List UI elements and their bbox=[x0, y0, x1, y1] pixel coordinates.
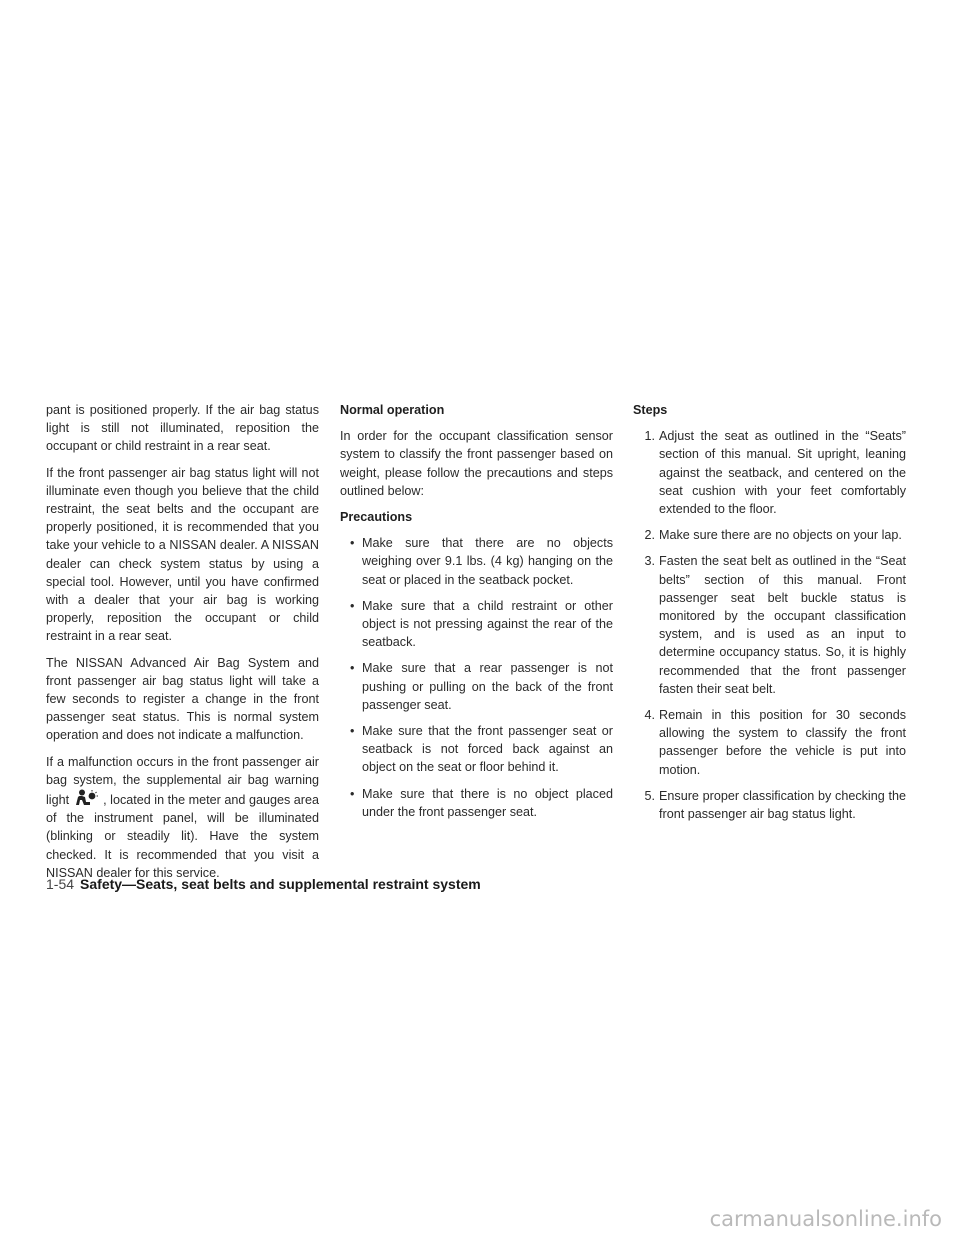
list-item bbox=[633, 552, 906, 698]
list-item bbox=[633, 526, 906, 544]
list-item: • Make sure that there are no objects weighing over 9.1 lbs. (4 kg) hanging on the seat or placed in the seatback pocket. bbox=[340, 534, 613, 589]
list-item bbox=[633, 706, 906, 779]
air-bag-warning-light-icon bbox=[73, 789, 99, 807]
middle-column bbox=[340, 401, 613, 829]
step-text: Adjust the seat as outlined in the “Seats” section of this manual. Sit upright, leaning against the seatback, and centered on the seat cushion with your feet comfortably extended to the floor. bbox=[659, 429, 906, 517]
left-column bbox=[46, 401, 319, 890]
step-text: Ensure proper classification by checking the front passenger air bag status light. bbox=[659, 788, 906, 822]
step-number: 2. bbox=[644, 528, 655, 543]
step-number: 5. bbox=[644, 788, 655, 803]
step-number: 3. bbox=[644, 554, 655, 569]
section-heading: Steps bbox=[633, 403, 668, 417]
paragraph-with-icon bbox=[46, 753, 319, 882]
paragraph-text-after-icon: , located in the meter and gauges area of the instrument panel, will be illuminated (blinking or steadily lit). Have the system checked. It is recommended that you visit a NISSAN dealer for this service. bbox=[46, 793, 319, 880]
paragraph: If the front passenger air bag status light will not illuminate even though you believe that the child restraint, the seat belts and the occupant are properly positioned, it is recommended that you take your vehicle to a NISSAN dealer. A NISSAN dealer can check system status by using a special tool. However, until you have confirmed with a dealer that your air bag is working properly, reposition the occupant or child restraint in a rear seat. bbox=[46, 465, 319, 644]
section-heading: Normal operation bbox=[340, 403, 445, 417]
right-column bbox=[633, 401, 906, 831]
page-footer bbox=[46, 876, 481, 892]
step-number: 1. bbox=[644, 429, 655, 444]
paragraph: pant is positioned properly. If the air bag status light is still not illuminated, reposition the occupant or child restraint in a rear seat. bbox=[46, 403, 319, 454]
precautions-list bbox=[340, 534, 613, 821]
section-title: Safety—Seats, seat belts and supplemental restraint system bbox=[80, 876, 481, 892]
list-item: • Make sure that the front passenger seat or seatback is not forced back against an object on the seat or floor behind it. bbox=[340, 722, 613, 777]
intro-paragraph: In order for the occupant classification sensor system to classify the front passenger based on weight, please follow the precautions and steps outlined below: bbox=[340, 429, 613, 498]
list-item bbox=[633, 787, 906, 823]
paragraph-text-before-icon: If a malfunction occurs in the front passenger air bag system, the supplemental air bag warning light bbox=[46, 754, 319, 808]
list-item: • Make sure that a rear passenger is not pushing or pulling on the back of the front passenger seat. bbox=[340, 659, 613, 714]
step-text: Make sure there are no objects on your lap. bbox=[659, 528, 902, 543]
steps-list bbox=[633, 427, 906, 823]
watermark: carmanualsonline.info bbox=[709, 1207, 942, 1231]
step-text: Fasten the seat belt as outlined in the “Seat belts” section of this manual. Front passenger seat belt buckle status is monitored by the occupant classification system, and is used as an input to determine occupancy status. So, it is highly recommended that the front passenger fasten their seat belt. bbox=[659, 554, 906, 696]
paragraph: The NISSAN Advanced Air Bag System and front passenger air bag status light will take a few seconds to register a change in the front passenger seat status. This is normal system operation and does not indicate a malfunction. bbox=[46, 655, 319, 743]
list-item: • Make sure that a child restraint or other object is not pressing against the rear of the seatback. bbox=[340, 597, 613, 652]
step-text: Remain in this position for 30 seconds allowing the system to classify the front passenger before the vehicle is put into motion. bbox=[659, 708, 906, 777]
list-item: • Make sure that there is no object placed under the front passenger seat. bbox=[340, 785, 613, 821]
step-number: 4. bbox=[644, 708, 655, 723]
list-item bbox=[633, 427, 906, 518]
subsection-heading: Precautions bbox=[340, 510, 413, 525]
page-number: 1-54 bbox=[46, 876, 75, 892]
